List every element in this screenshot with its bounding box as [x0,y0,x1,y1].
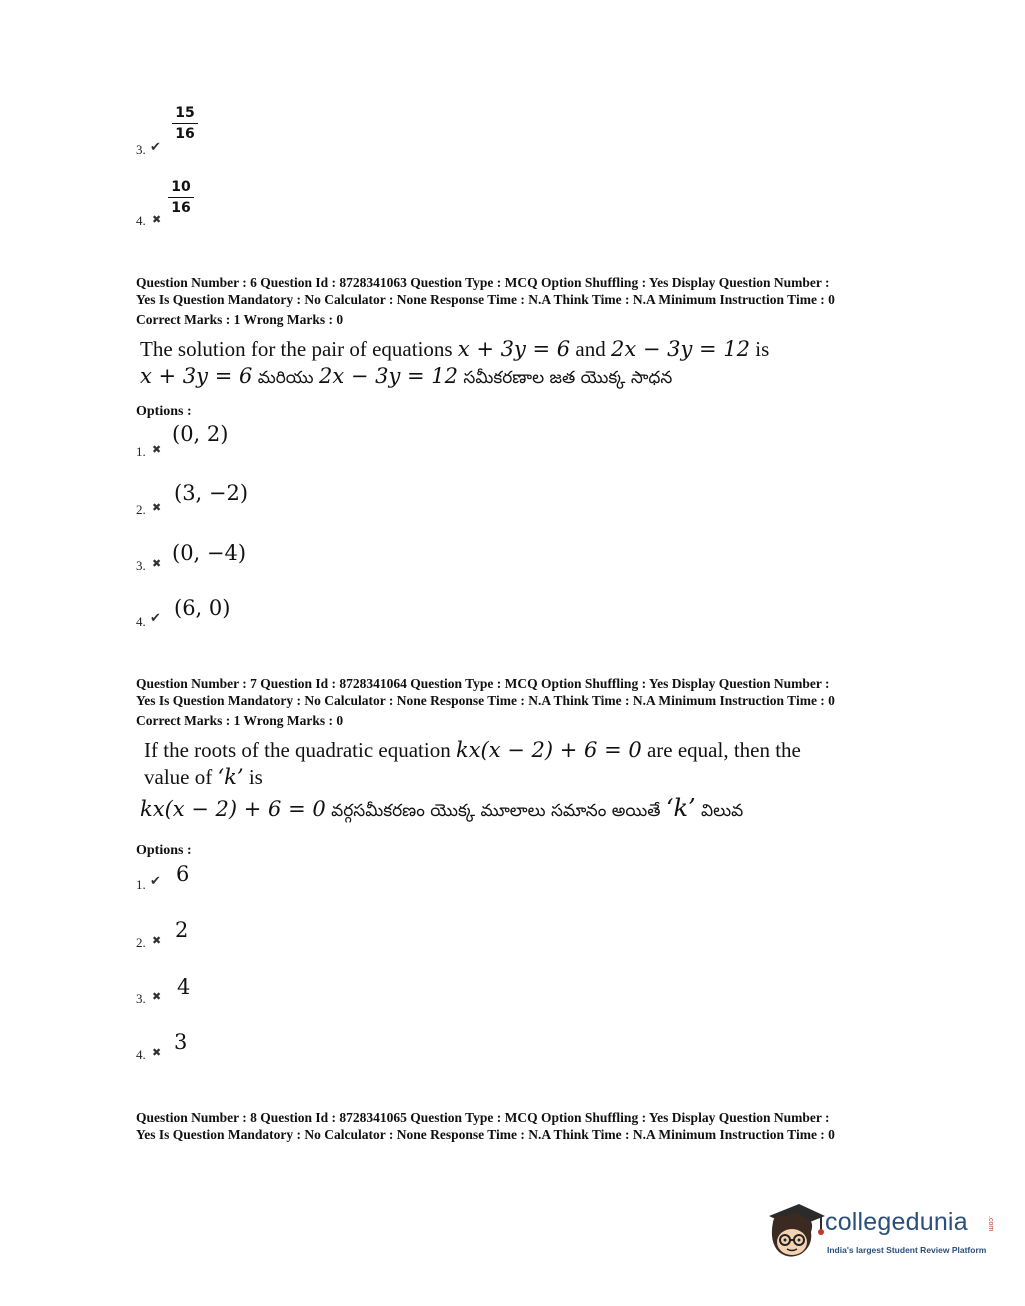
equation: 2x − 3y = 12 [318,364,458,388]
options-label: Options : [136,843,192,858]
q7-option-2 [136,918,336,954]
option-number: 4. [136,1047,146,1062]
text: వర్గసమీకరణం యొక్క మూలాలు సమానం అయితే [325,801,666,821]
numerator: 15 [175,105,195,121]
variable: ‘k’ [217,765,244,789]
option-number: 2. [136,935,146,950]
q7-option-1 [136,862,336,898]
q7-option-4 [136,1030,336,1066]
text: is [750,337,770,361]
variable: ‘k’ [665,794,696,822]
equation: 2x − 3y = 12 [611,337,751,361]
option-value: (0, −4) [172,541,247,565]
correct-check-icon: ✔ [150,140,161,155]
option-number: 2. [136,502,146,517]
question-meta [136,1109,916,1143]
meta-line: Yes Is Question Mandatory : No Calculator : None Response Time : N.A Think Time : N.A Minimum Instruction Time : 0 [136,1127,835,1142]
question-7 [136,675,936,859]
prev-option-4 [136,175,216,235]
text: సమీకరణాల జత యొక్క సాధన [458,368,673,388]
prev-option-3 [136,100,216,160]
correct-check-icon: ✔ [150,874,161,889]
meta-line: Question Number : 6 Question Id : 8728341063 Question Type : MCQ Option Shuffling : Yes Display Question Number : [136,275,830,290]
marks-line: Correct Marks : 1 Wrong Marks : 0 [136,312,344,327]
option-number: 3. [136,991,146,1006]
question-text-en [144,737,936,764]
q6-option-4 [136,596,336,636]
option-value: 3 [174,1030,188,1054]
equation: kx(x − 2) + 6 = 0 [140,797,326,821]
fraction [168,178,194,217]
text: is [243,765,263,789]
wrong-cross-icon: ✖ [152,213,162,226]
wrong-cross-icon: ✖ [152,501,162,514]
meta-line: Yes Is Question Mandatory : No Calculator : None Response Time : N.A Think Time : N.A Minimum Instruction Time : 0 [136,693,835,708]
fraction [172,104,198,143]
wrong-cross-icon: ✖ [152,1046,162,1059]
q6-option-1 [136,422,336,462]
option-number: 1. [136,877,146,892]
brand-name: collegedunia [825,1208,968,1236]
option-number: 3. [136,142,146,157]
question-text-en [140,336,936,363]
text: value of [144,765,218,789]
meta-line: Question Number : 7 Question Id : 8728341064 Question Type : MCQ Option Shuffling : Yes Display Question Number : [136,676,830,691]
meta-line: Question Number : 8 Question Id : 8728341065 Question Type : MCQ Option Shuffling : Yes Display Question Number : [136,1110,830,1125]
option-number: 4. [136,614,146,629]
q6-option-2 [136,481,336,521]
options-label: Options : [136,404,192,419]
option-number: 1. [136,444,146,459]
option-number: 3. [136,558,146,573]
wrong-cross-icon: ✖ [152,443,162,456]
question-text-te [140,795,936,825]
text: and [570,337,611,361]
numerator: 10 [171,179,191,195]
question-text-en-line2 [144,764,936,791]
option-value: 4 [177,975,191,999]
option-value: (0, 2) [172,422,229,446]
question-8 [136,1109,936,1143]
text: మరియు [252,368,319,388]
denominator: 16 [171,200,191,216]
text: విలువ [695,801,744,821]
equation: x + 3y = 6 [140,364,253,388]
wrong-cross-icon: ✖ [152,990,162,1003]
marks-line: Correct Marks : 1 Wrong Marks : 0 [136,713,344,728]
question-text-te [140,363,936,392]
wrong-cross-icon: ✖ [152,557,162,570]
text: are equal, then the [641,738,801,762]
question-6 [136,274,936,420]
equation: kx(x − 2) + 6 = 0 [455,738,642,762]
q7-option-3 [136,975,336,1011]
wrong-cross-icon: ✖ [152,934,162,947]
option-value: 6 [176,862,190,886]
option-value: 2 [175,918,189,942]
brand-domain: .com [987,1216,994,1232]
option-value: (6, 0) [174,596,231,620]
denominator: 16 [175,126,195,142]
text: If the roots of the quadratic equation [144,738,456,762]
mascot-icon [765,1198,827,1264]
question-meta [136,274,916,328]
equation: x + 3y = 6 [457,337,571,361]
option-number: 4. [136,213,146,228]
question-meta [136,675,916,729]
brand-tagline: India's largest Student Review Platform [827,1245,987,1255]
meta-line: Yes Is Question Mandatory : No Calculator : None Response Time : N.A Think Time : N.A Minimum Instruction Time : 0 [136,292,835,307]
collegedunia-logo [765,1198,995,1268]
text: The solution for the pair of equations [140,337,458,361]
q6-option-3 [136,541,336,581]
option-value: (3, −2) [174,481,249,505]
correct-check-icon: ✔ [150,611,161,626]
